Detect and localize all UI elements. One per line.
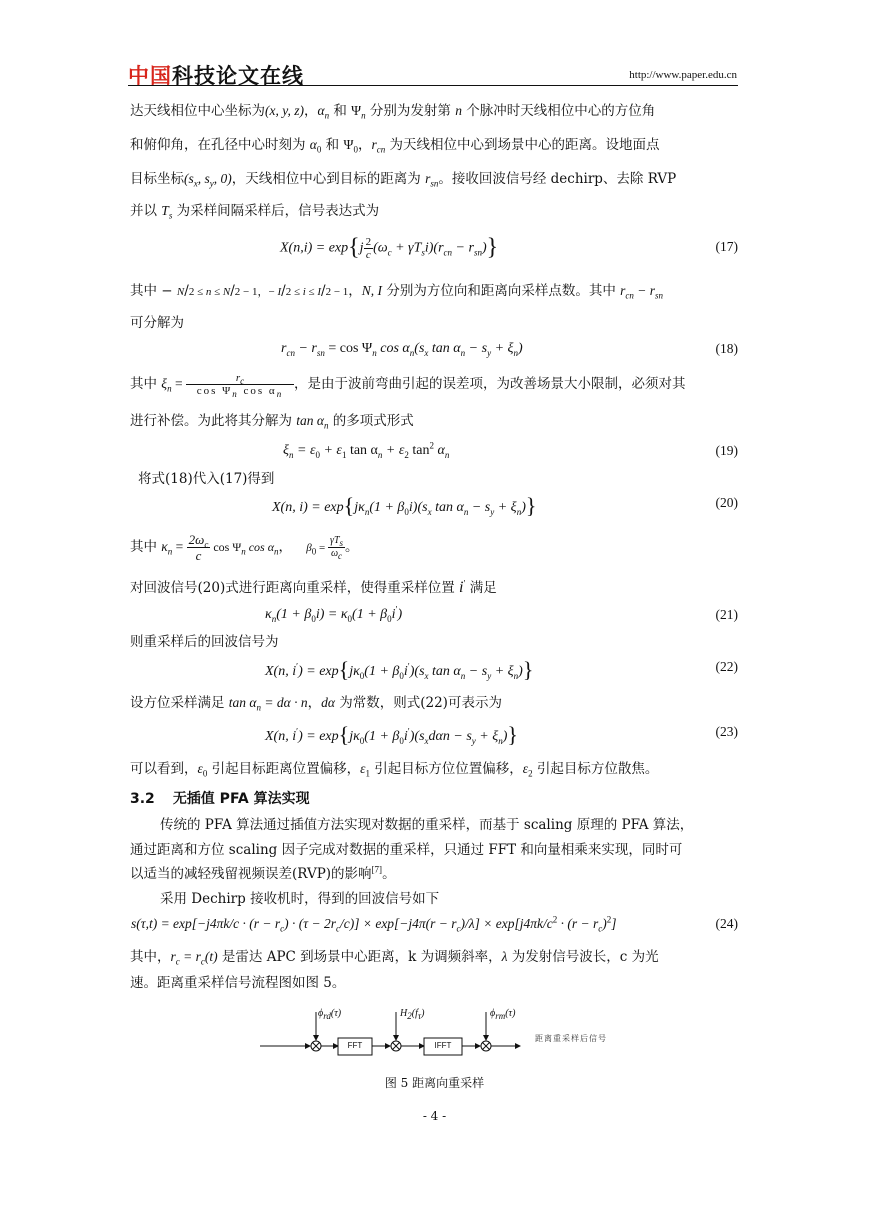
equation-18: $r_{cn} - r_{sn} = \cos \Psi_n$ $\cos \alpha_n(s_x$ $\tan \alpha_n - s_y + \xi_n$)	[281, 341, 523, 358]
equation-number-17: (17)	[715, 239, 738, 254]
para1-line1: 达天线相位中心坐标为(x, y, z)，$\alpha_n$ 和 $\Psi_n$ 分别为发射第 n 个脉冲时天线相位中心的方位角	[130, 103, 656, 121]
equation-22: X(n, $i') = \exp\{j\kappa_0(1 + \beta_0i')(s_x$ $\tan \alpha_n - s_y + \xi_n$)}	[265, 657, 534, 682]
para4: 将式(18)代入(17)得到	[138, 471, 275, 487]
equation-number-22: (22)	[715, 659, 738, 674]
phi-rm-label: $\phi_{rm}(\tau)$	[490, 1008, 516, 1021]
para8: 设方位采样满足 $\tan \alpha_n = d\alpha \cdot n$，dα 为常数，则式(22)可表示为	[130, 695, 502, 713]
equation-number-19: (19)	[715, 443, 738, 458]
figure-caption: 图 5 距离向重采样	[384, 1076, 485, 1090]
para7: 则重采样后的回波信号为	[130, 634, 279, 650]
equation-19: $\xi_n = \varepsilon_0 + \varepsilon_1$ $\tan \alpha_n + \varepsilon_2$ $\tan^2 \alpha_n$	[283, 440, 450, 460]
para5: 其中 $\kappa_n$ = $\frac{2\omega_c}{c}$ $\cos \Psi_n$ $\cos \alpha_n$， $\beta_0$ = $\frac{\gamma T_s}{\omega_c}$ 。	[130, 532, 359, 563]
equation-number-21: (21)	[715, 607, 738, 622]
equation-20: X(n, $i) = \exp\{j\kappa_n(1 + \beta_0i)(s_x$ $\tan \alpha_n - s_y + \xi_n$)}	[272, 493, 537, 518]
section-heading-3-2: 3.2 无插值 PFA 算法实现	[130, 791, 310, 807]
equation-17: X(n,i) = exp{j $\frac{2}{c}$ $(\omega_c + \gamma T_si)(r_{cn} - r_{sn})$}	[280, 234, 499, 261]
logo-red-part: 中国	[128, 64, 172, 88]
logo-black-part: 科技论文在线	[172, 64, 304, 88]
para10-line3: 以适当的减轻残留视频误差(RVP)的影响[7]。	[130, 864, 396, 882]
equation-24: $s(\tau,t) = \exp[-j4\pi k/c \cdot (r - r_c) \cdot (\tau - 2r_c/c)] \times \exp[-j4\pi(r - r_c)/\lambda] \times \exp[j4\pi k/c^2 \cdot (r - r_c)^2]$	[131, 914, 617, 934]
para11-line2: 速。距离重采样信号流程图如图 5。	[130, 975, 346, 991]
para11-line1: 其中，$r_c = r_c(t)$ 是雷达 APC 到场景中心距离，k 为调频斜率，λ 为发射信号波长，c 为光	[130, 949, 659, 967]
output-signal-label: 距离重采样后信号	[535, 1034, 607, 1043]
para10-line1: 传统的 PFA 算法通过插值方法实现对数据的重采样，而基于 scaling 原理的 PFA 算法，	[160, 817, 694, 833]
header-rule	[128, 85, 738, 86]
equation-number-23: (23)	[715, 724, 738, 739]
para2-line1: 其中 − N/2 ≤ n ≤ N/2 − 1，− I/2 ≤ i ≤ I/2 − 1，N, I 分别为方位向和距离向采样点数。其中 $r_{cn} - r_{sn}$	[130, 283, 664, 301]
equation-23: X(n, $i') = \exp\{j\kappa_0(1 + \beta_0i')(s_xd\alpha n - s_y + \xi_n)\}$	[265, 722, 518, 747]
site-url[interactable]: http://www.paper.edu.cn	[629, 69, 737, 81]
ifft-label: IFFT	[434, 1041, 452, 1050]
equation-number-20: (20)	[715, 495, 738, 510]
para3-line2: 进行补偿。为此将其分解为 $\tan \alpha_n$ 的多项式形式	[130, 413, 414, 431]
phi-rd-label: $\phi_{rd}(\tau)$	[318, 1008, 342, 1021]
equation-21: $\kappa_n(1 + \beta_0i) = \kappa_0(1 + \beta_0i')$	[265, 604, 403, 624]
equation-number-18: (18)	[715, 341, 738, 356]
para10-line2: 通过距离和方位 scaling 因子完成对数据的重采样，只通过 FFT 和向量相乘来实现，同时可	[130, 842, 683, 858]
para3-line1: 其中 $\xi_n$ = $\frac{r_c}{\cos \Psi_n \cos \alpha_n}$ ，是由于波前弯曲引起的误差项，为改善场景大小限制，必须对其	[130, 372, 686, 400]
fft-label: FFT	[347, 1041, 363, 1050]
para2-line2: 可分解为	[130, 315, 184, 331]
equation-number-24: (24)	[715, 916, 738, 931]
para1-line3: 目标坐标($s_x$, $s_y$, 0)，天线相位中心到目标的距离为 $r_{sn}$。接收回波信号经 dechirp、去除 RVP	[130, 171, 677, 189]
h2-label: $H_2(f_\tau)$	[400, 1008, 425, 1021]
para1-line4: 并以 $T_s$ 为采样间隔采样后，信号表达式为	[130, 203, 380, 221]
para9: 可以看到，$\varepsilon_0$ 引起目标距离位置偏移，$\varepsilon_1$ 引起目标方位位置偏移，$\varepsilon_2$ 引起目标方位散焦。	[130, 761, 659, 779]
para1-line2: 和俯仰角，在孔径中心时刻为 $\alpha_0$ 和 $\Psi_0$，$r_{cn}$ 为天线相位中心到场景中心的距离。设地面点	[130, 137, 660, 155]
page-number: - 4 -	[422, 1109, 447, 1123]
para6: 对回波信号(20)式进行距离向重采样，使得重采样位置 i′ 满足	[130, 578, 497, 596]
para10-line4: 采用 Dechirp 接收机时，得到的回波信号如下	[160, 891, 440, 907]
range-resampling-diagram	[258, 1004, 638, 1064]
